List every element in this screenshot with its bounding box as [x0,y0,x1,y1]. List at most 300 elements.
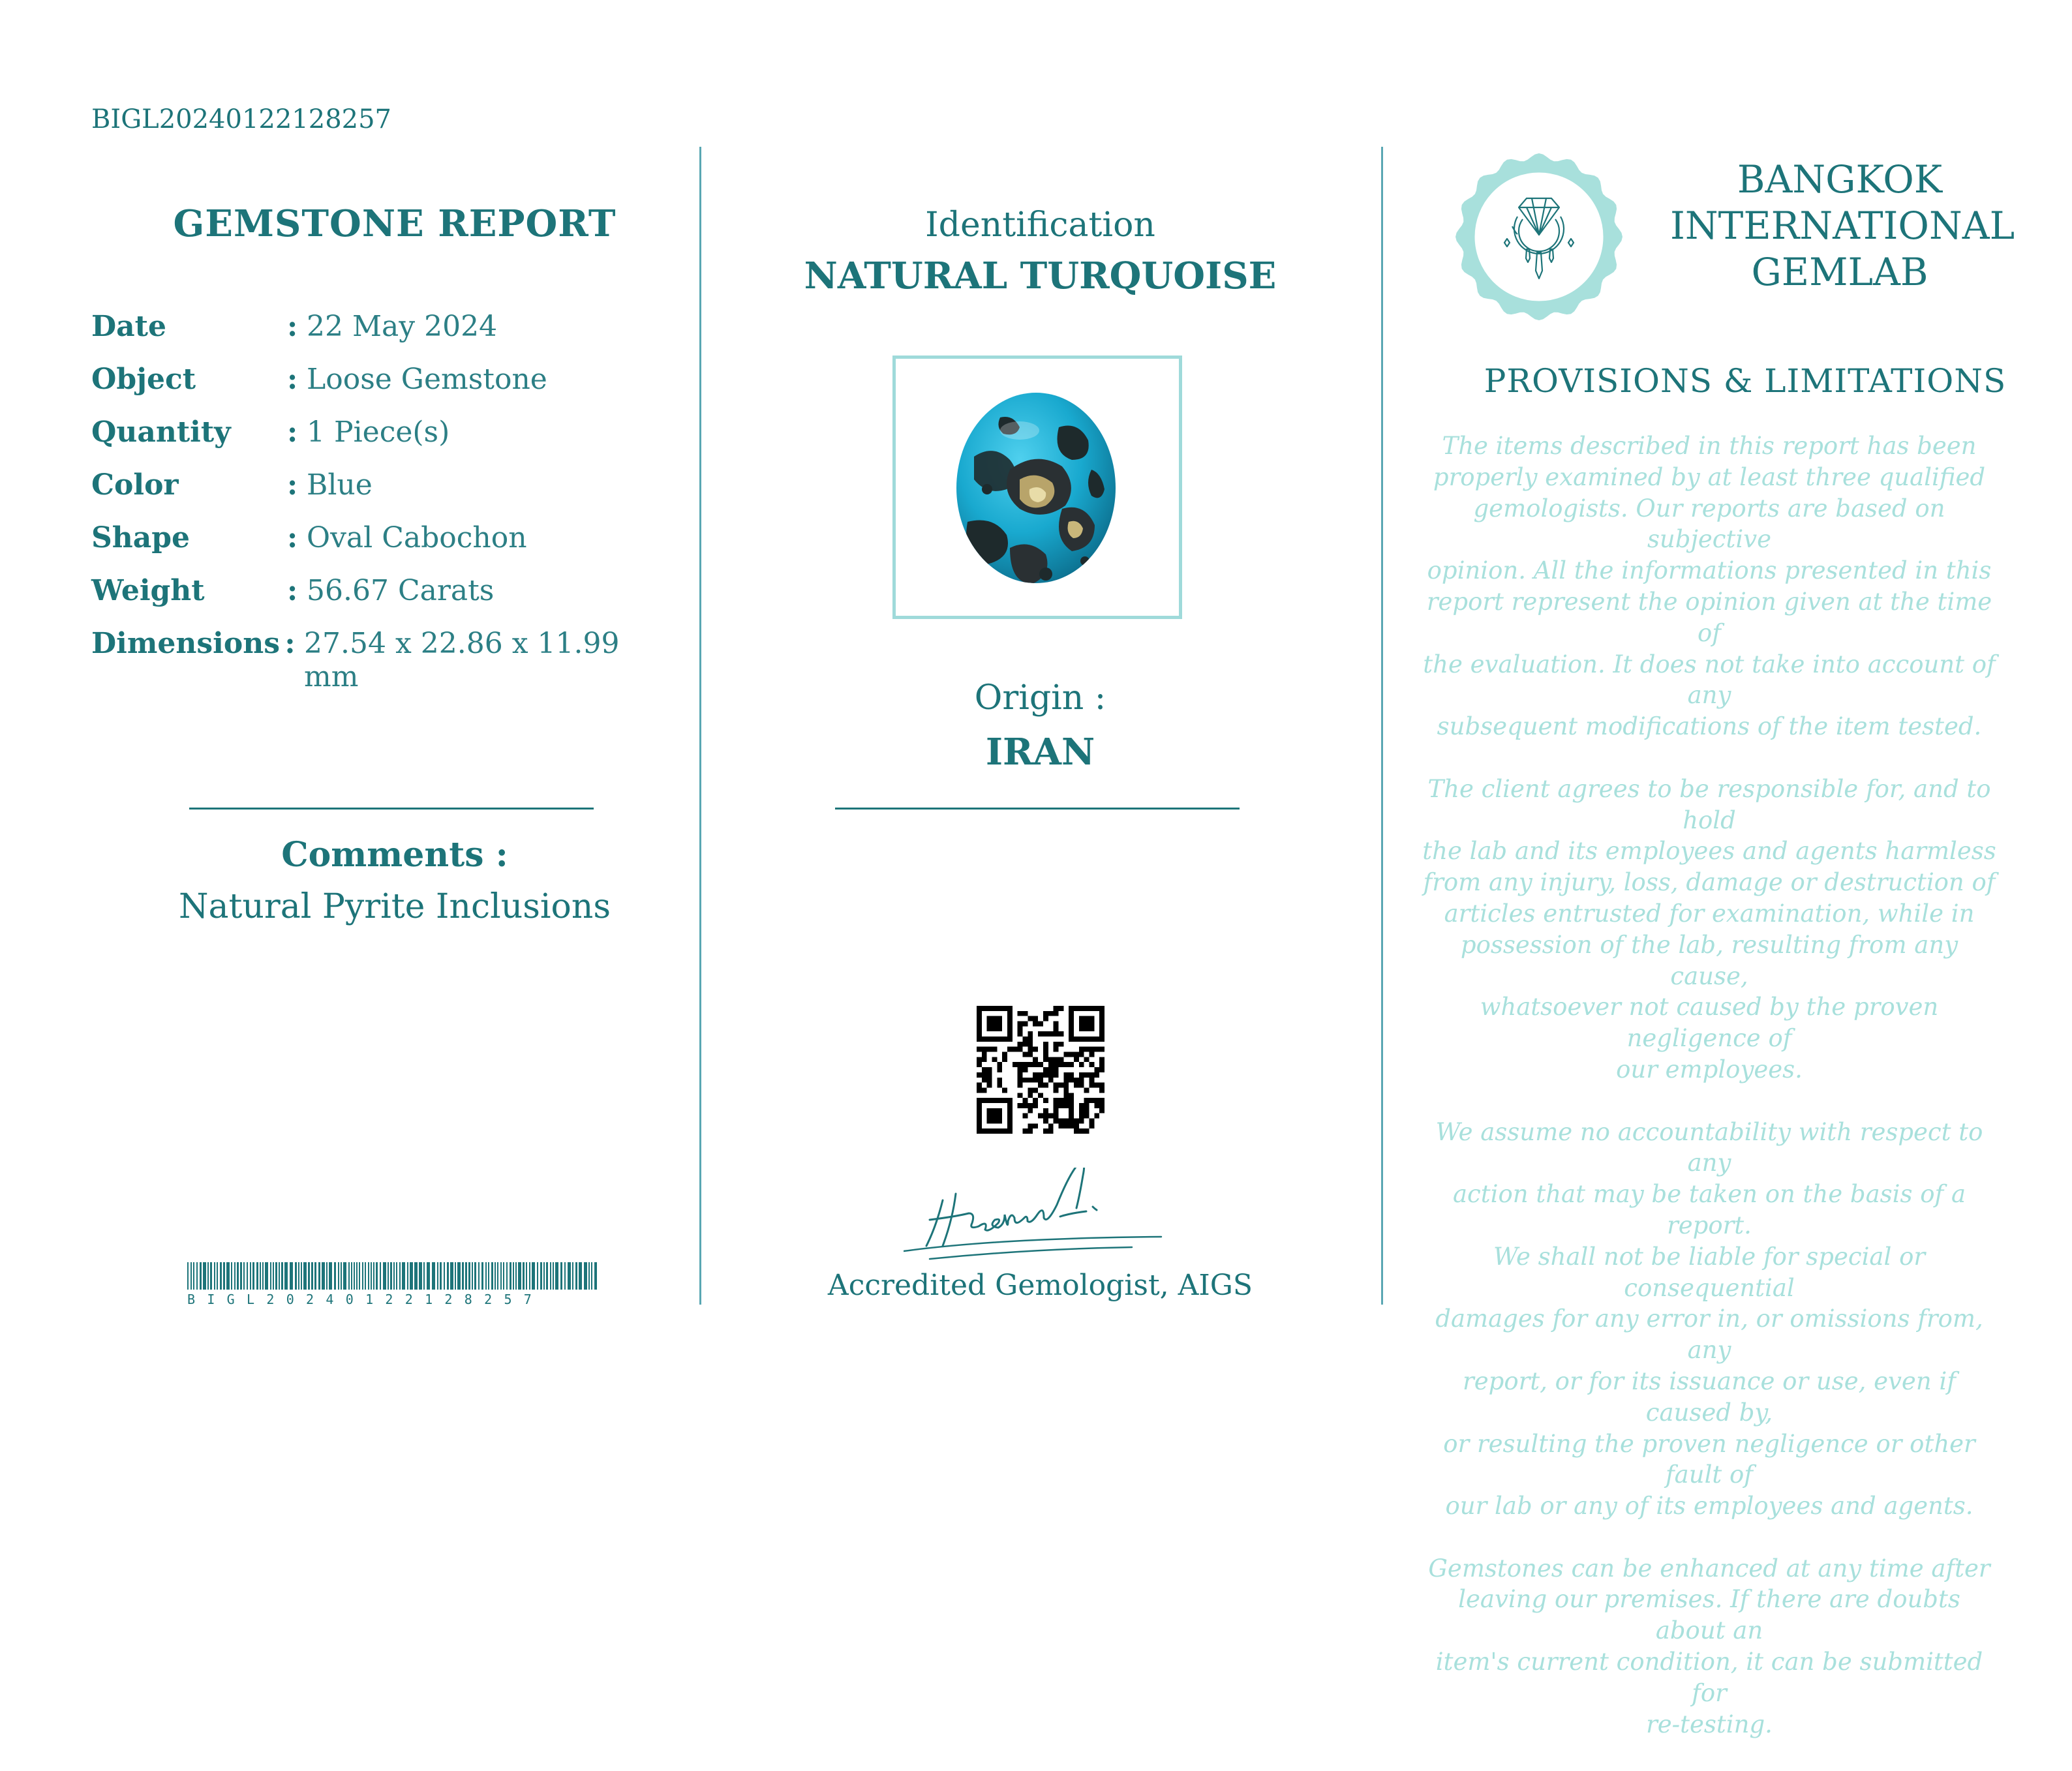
barcode-number: BIGL20240122128257 [187,1292,544,1307]
qr-module [1033,1022,1038,1027]
qr-module [1079,1103,1084,1108]
qr-module [1099,1087,1105,1093]
qr-module [1018,1072,1023,1078]
qr-module [1074,1078,1079,1083]
barcode-bar [354,1262,355,1290]
barcode-bar [402,1262,405,1290]
lab-seal-logo [1454,151,1624,322]
provisions-line: We assume no accountability with respect to any [1435,1117,1983,1177]
qr-module [1028,1128,1033,1134]
qr-module [1013,1062,1018,1067]
qr-module [1033,1047,1038,1052]
qr-module [1069,1098,1074,1103]
barcode-bar [265,1262,268,1290]
qr-module [1063,1093,1069,1098]
qr-module [1043,1067,1048,1072]
barcode-bar [550,1262,551,1290]
qr-module [1043,1098,1048,1103]
qr-module [1069,1103,1074,1108]
detail-row-shape [91,521,678,574]
barcode-bar [303,1262,307,1290]
barcode-bar [546,1262,548,1290]
qr-module [1018,1062,1023,1067]
qr-module [1043,1052,1048,1057]
barcode-bar [510,1262,511,1290]
qr-module [977,1057,982,1062]
qr-module [1099,1108,1105,1113]
qr-module [1063,1078,1069,1083]
provisions-line: our employees. [1616,1055,1803,1083]
qr-module [1038,1031,1043,1037]
barcode-bar [518,1262,521,1290]
barcode-bar [513,1262,514,1290]
qr-module [1079,1062,1084,1067]
qr-module [1084,1103,1089,1108]
qr-module [1063,1123,1069,1128]
barcode-bar [223,1262,225,1290]
barcode-bar [190,1262,192,1290]
barcode-bar [594,1262,597,1290]
qr-module [1038,1078,1043,1083]
detail-value: 1 Piece(s) [307,416,450,449]
qr-module [1018,1078,1023,1083]
qr-module [1043,1118,1048,1123]
provisions-title: PROVISIONS & LIMITATIONS [1484,362,2007,400]
qr-module [1018,1026,1023,1031]
detail-separator: : [287,363,298,396]
barcode-image [187,1262,597,1290]
barcode-bar [270,1262,271,1290]
barcode-bar [495,1262,496,1290]
qr-module [1028,1078,1033,1083]
qr-module [1094,1103,1099,1108]
barcode-bar [365,1262,366,1290]
provisions-line: The items described in this report has been [1442,432,1977,460]
qr-module [1094,1047,1099,1052]
lab-name-line: GEMLAB [1751,250,1928,294]
barcode-bar [478,1262,480,1290]
qr-module [1054,1047,1059,1052]
barcode-bar [474,1262,476,1290]
barcode-bar [481,1262,483,1290]
provisions-line: possession of the lab, resulting from any cause, [1460,930,1958,990]
qr-module [1054,1022,1059,1027]
qr-module [1023,1067,1028,1072]
provisions-line: gemologists. Our reports are based on subjective [1473,494,1945,554]
barcode-bar [338,1262,339,1290]
qr-module [1058,1083,1063,1088]
detail-separator: : [287,574,298,607]
qr-module [1054,1026,1059,1031]
qr-module [1084,1108,1089,1113]
qr-module [1069,1093,1074,1098]
qr-module [1058,1118,1063,1123]
qr-module [987,1083,992,1088]
barcode-bar [440,1262,442,1290]
barcode-bar [393,1262,395,1290]
barcode-bar [564,1262,566,1290]
qr-module [1074,1118,1079,1123]
qr-module [1074,1057,1079,1062]
detail-label: Shape [91,521,190,554]
detail-separator: : [287,310,298,343]
provisions-paragraph [1422,431,1996,742]
qr-module [992,1057,998,1062]
barcode-bar [256,1262,258,1290]
barcode-bar [432,1262,435,1290]
qr-module [1079,1113,1084,1119]
identification-value: NATURAL TURQUOISE [804,254,1277,297]
qr-module [1099,1062,1105,1067]
qr-module [977,1083,982,1088]
barcode-bar [540,1262,542,1290]
qr-module [987,1078,992,1083]
qr-module [1043,1128,1048,1134]
qr-module [987,1072,992,1078]
qr-module [1074,1083,1079,1088]
qr-module [1033,1123,1038,1128]
barcode-bar [284,1262,288,1290]
barcode-bar [210,1262,212,1290]
qr-module [1074,1123,1079,1128]
qr-module [982,1057,987,1062]
barcode-bar [348,1262,350,1290]
barcode-bar [362,1262,363,1290]
qr-module [1089,1047,1094,1052]
qr-module [1018,1093,1023,1098]
qr-module [982,1087,987,1093]
qr-module [1054,1011,1059,1016]
qr-module [1058,1123,1063,1128]
provisions-line: Gemstones can be enhanced at any time after [1428,1554,1990,1582]
barcode-bar [407,1262,408,1290]
qr-module [1054,1113,1059,1119]
barcode-bar [399,1262,401,1290]
detail-value: Oval Cabochon [307,521,527,554]
qr-module [1023,1128,1028,1134]
qr-module [1063,1072,1069,1078]
qr-module [987,1067,992,1072]
qr-module [1084,1113,1089,1119]
qr-module [1043,1113,1048,1119]
detail-label: Quantity [91,416,231,449]
qr-module [1023,1011,1028,1016]
detail-value: 27.54 x 22.86 x 11.99 mm [304,627,620,693]
provisions-paragraph [1422,1553,1996,1740]
barcode-bar [240,1262,242,1290]
column-divider-right [1381,147,1383,1305]
detail-value: Loose Gemstone [307,363,547,396]
barcode-bar [308,1262,310,1290]
barcode-bar [560,1262,562,1290]
qr-module [1048,1113,1054,1119]
detail-separator: : [287,468,298,502]
barcode-bar [252,1262,254,1290]
report-number: BIGL20240122128257 [91,104,391,134]
qr-module [992,1047,998,1052]
barcode-bar [444,1262,445,1290]
detail-label: Color [91,468,179,502]
barcode-bar [226,1262,230,1290]
qr-module [1054,1042,1059,1047]
qr-module [1038,1113,1043,1119]
qr-module [1018,1047,1023,1052]
qr-module [1028,1062,1033,1067]
qr-module [1054,1057,1059,1062]
detail-row-dimensions [91,627,678,693]
qr-module [1089,1098,1094,1103]
barcode-bar [419,1262,422,1290]
barcode-bar [529,1262,530,1290]
barcode-bar [207,1262,209,1290]
barcode-bar [329,1262,332,1290]
provisions-line: The client agrees to be responsible for, and to hold [1427,774,1991,834]
barcode-bar [572,1262,573,1290]
barcode-bar [243,1262,245,1290]
qr-code[interactable] [977,1006,1105,1134]
gemstone-photo-frame [892,356,1182,619]
qr-module [1058,1031,1063,1037]
qr-module [1054,1072,1059,1078]
qr-module [1007,1047,1013,1052]
barcode-bar [450,1262,453,1290]
qr-module [1018,1011,1023,1016]
qr-module [1094,1067,1099,1072]
qr-module [1074,1128,1079,1134]
qr-module [977,1047,982,1052]
qr-module [1028,1037,1033,1042]
qr-module [1028,1031,1033,1037]
barcode-bar [532,1262,535,1290]
qr-module [1069,1113,1074,1119]
barcode-bar [220,1262,222,1290]
qr-module [1054,1083,1059,1088]
qr-module [1069,1123,1074,1128]
lab-name-line: INTERNATIONAL [1670,204,2015,248]
barcode-bar [414,1262,418,1290]
barcode-bar [281,1262,283,1290]
provisions-line: properly examined by at least three qualified [1433,462,1986,491]
detail-value: Blue [307,468,373,502]
qr-module [1023,1103,1028,1108]
qr-module [1079,1083,1084,1088]
barcode-bar [234,1262,236,1290]
barcode-bar [503,1262,504,1290]
qr-module [1094,1083,1099,1088]
qr-module [1028,1108,1033,1113]
qr-module [987,1016,1003,1032]
provisions-line: item's current condition, it can be submitted for [1435,1648,1983,1707]
qr-module [1033,1072,1038,1078]
barcode-bar [275,1262,277,1290]
qr-module [1079,1118,1084,1123]
qr-module [1069,1078,1074,1083]
qr-module [1063,1062,1069,1067]
qr-module [1079,1052,1084,1057]
qr-module [997,1078,1002,1083]
qr-module [1089,1083,1094,1088]
qr-module [1054,1103,1059,1108]
qr-module [1074,1052,1079,1057]
barcode-bar [472,1262,473,1290]
qr-module [1018,1042,1023,1047]
qr-module [1033,1103,1038,1108]
provisions-line: We shall not be liable for special or consequential [1493,1242,1926,1302]
qr-module [997,1067,1002,1072]
qr-module [1058,1042,1063,1047]
barcode-bar [250,1262,251,1290]
provisions-line: subsequent modifications of the item tested. [1437,712,1982,741]
qr-module [1028,1087,1033,1093]
qr-module [1018,1031,1023,1037]
barcode-bar [273,1262,274,1290]
barcode-bar [506,1262,508,1290]
detail-label: Weight [91,574,205,607]
barcode-bar [196,1262,198,1290]
signer-title: Accredited Gemologist, AIGS [827,1269,1253,1302]
qr-module [1023,1037,1028,1042]
qr-module [1043,1108,1048,1113]
qr-module [1048,1011,1054,1016]
barcode-bar [468,1262,470,1290]
qr-module [1063,1083,1069,1088]
barcode-bar [396,1262,397,1290]
barcode-bar [318,1262,320,1290]
barcode-bar [203,1262,206,1290]
qr-module [1063,1118,1069,1123]
qr-module [977,1062,982,1067]
qr-module [1063,1103,1069,1108]
qr-module [1038,1072,1043,1078]
qr-module [1054,1067,1059,1072]
qr-module [1033,1087,1038,1093]
qr-module [1002,1052,1007,1057]
provisions-text [1422,431,1996,1771]
barcode-bar [455,1262,456,1290]
qr-module [977,1087,982,1093]
qr-module [982,1078,987,1083]
qr-module [1089,1118,1094,1123]
qr-module [982,1067,987,1072]
gemologist-signature [904,1168,1165,1262]
qr-module [1079,1072,1084,1078]
barcode-bar [334,1262,336,1290]
qr-module [1048,1128,1054,1134]
qr-module [1063,1098,1069,1103]
qr-module [1089,1078,1094,1083]
qr-module [1084,1128,1089,1134]
report-title: GEMSTONE REPORT [173,202,617,245]
provisions-line: from any injury, loss, damage or destruction of [1423,868,1996,897]
barcode-bar [368,1262,369,1290]
barcode-bar [351,1262,352,1290]
barcode-bar [500,1262,502,1290]
qr-module [1069,1052,1074,1057]
qr-module [1028,1016,1033,1022]
qr-module [1023,1113,1028,1119]
qr-module [1089,1072,1094,1078]
barcode-bar [260,1262,261,1290]
qr-module [1069,1062,1074,1067]
qr-module [1063,1087,1069,1093]
qr-module [1023,1078,1028,1083]
provisions-paragraph [1422,774,1996,1085]
barcode-bar [485,1262,487,1290]
qr-module [1048,1062,1054,1067]
provisions-line: or resulting the proven negligence or other fault of [1443,1429,1975,1489]
qr-module [1043,1031,1048,1037]
barcode-bar [262,1262,264,1290]
qr-module [1084,1072,1089,1078]
qr-module [1033,1098,1038,1103]
qr-module [1084,1098,1089,1103]
qr-module [1018,1083,1023,1088]
origin-label: Origin : [974,678,1106,718]
detail-row-color [91,468,678,521]
provisions-line: the lab and its employees and agents harmless [1422,837,1996,866]
qr-module [982,1047,987,1052]
qr-module [1054,1006,1059,1011]
qr-module [997,1062,1002,1067]
qr-module [1084,1087,1089,1093]
column-divider-left [699,147,701,1305]
origin-value: IRAN [985,731,1095,774]
qr-module [977,1072,982,1078]
comments-text: Natural Pyrite Inclusions [178,887,611,926]
qr-module [987,1047,992,1052]
qr-module [987,1108,1003,1124]
qr-module [1033,1078,1038,1083]
qr-module [1079,1108,1084,1113]
barcode-bar [447,1262,449,1290]
barcode-bar [568,1262,571,1290]
qr-module [1038,1062,1043,1067]
barcode-bar [579,1262,582,1290]
qr-module [1048,1072,1054,1078]
identification-label: Identification [925,205,1155,245]
origin-divider [835,808,1240,810]
qr-module [1038,1093,1043,1098]
provisions-line: articles entrusted for examination, while in [1444,899,1975,928]
barcode-bar [588,1262,590,1290]
qr-module [1054,1031,1059,1037]
barcode-bar [193,1262,194,1290]
detail-separator: : [284,627,296,660]
detail-separator: : [287,416,298,449]
qr-module [1058,1057,1063,1062]
provisions-line: damages for any error in, or omissions from, any [1435,1305,1983,1365]
qr-module [1023,1042,1028,1047]
qr-module [1099,1057,1105,1062]
provisions-line: report represent the opinion given at the time of [1426,587,1992,647]
qr-module [1069,1072,1074,1078]
qr-module [1054,1098,1059,1103]
qr-module [1043,1083,1048,1088]
barcode-bar [298,1262,299,1290]
provisions-line: the evaluation. It does not take into account of any [1423,650,1996,710]
detail-row-object [91,363,678,416]
barcode-bar [371,1262,372,1290]
barcode-bar [591,1262,592,1290]
barcode-bar [388,1262,389,1290]
qr-module [1079,1078,1084,1083]
qr-module [1079,1128,1084,1134]
qr-module [1099,1067,1105,1072]
barcode-bar [214,1262,215,1290]
barcode-bar [301,1262,302,1290]
barcode-bar [423,1262,425,1290]
qr-module [1002,1087,1007,1093]
